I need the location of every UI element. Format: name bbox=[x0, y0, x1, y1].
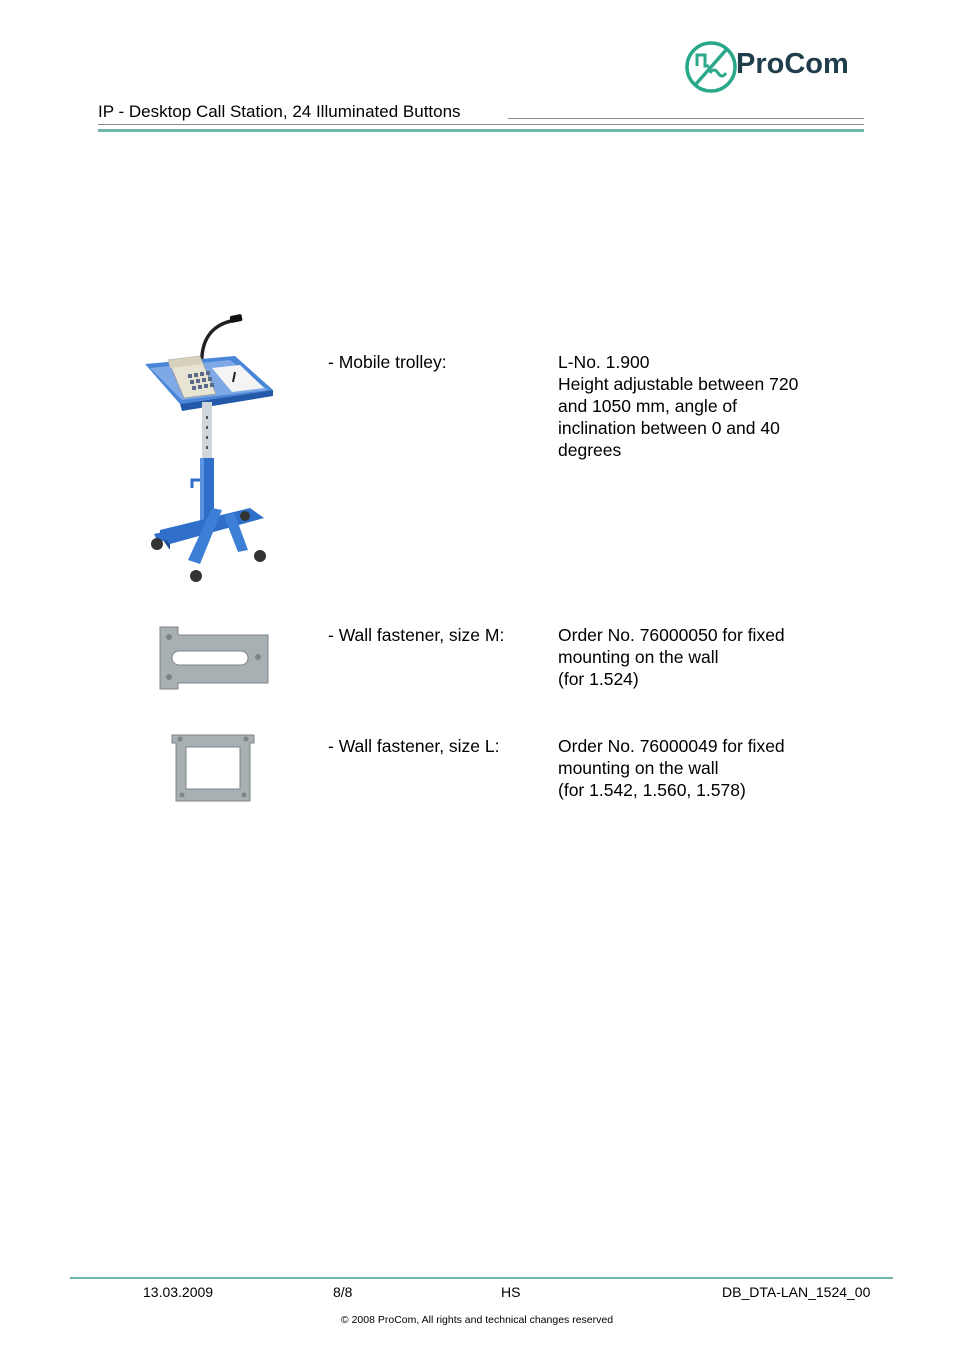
desc-line: (for 1.542, 1.560, 1.578) bbox=[558, 780, 746, 800]
desc-line: Order No. 76000049 for fixed bbox=[558, 736, 785, 756]
desc-line: and 1050 mm, angle of bbox=[558, 396, 738, 416]
document-title: IP - Desktop Call Station, 24 Illuminated Buttons bbox=[98, 102, 461, 121]
desc-line: mounting on the wall bbox=[558, 647, 719, 667]
footer-doc-id: DB_DTA-LAN_1524_00 bbox=[722, 1284, 871, 1300]
wall-fastener-l-image bbox=[170, 733, 256, 803]
accessory-label-wall-l: - Wall fastener, size L: bbox=[328, 736, 500, 756]
header-rule-thin-2 bbox=[98, 124, 864, 125]
brand-name: ProCom bbox=[736, 48, 849, 80]
footer-date: 13.03.2009 bbox=[143, 1284, 214, 1300]
accessory-label-trolley: - Mobile trolley: bbox=[328, 352, 447, 372]
accessory-desc-trolley bbox=[558, 351, 848, 461]
footer-copyright: © 2008 ProCom, All rights and technical changes reserved bbox=[340, 1314, 614, 1326]
procom-logo-icon bbox=[684, 40, 738, 94]
header-rule-teal bbox=[98, 129, 864, 132]
mobile-trolley-image bbox=[140, 312, 275, 590]
wall-fastener-m-image bbox=[158, 625, 270, 691]
accessory-label-wall-m: - Wall fastener, size M: bbox=[328, 625, 505, 645]
desc-line: degrees bbox=[558, 440, 622, 460]
footer-author: HS bbox=[501, 1284, 521, 1300]
accessory-desc-wall-l bbox=[558, 735, 848, 801]
desc-line: (for 1.524) bbox=[558, 669, 639, 689]
desc-line: L-No. 1.900 bbox=[558, 352, 650, 372]
desc-line: Order No. 76000050 for fixed bbox=[558, 625, 785, 645]
accessory-desc-wall-m bbox=[558, 624, 848, 690]
desc-line: inclination between 0 and 40 bbox=[558, 418, 780, 438]
footer-rule bbox=[70, 1277, 893, 1279]
footer-page-number: 8/8 bbox=[333, 1284, 353, 1300]
desc-line: Height adjustable between 720 bbox=[558, 374, 799, 394]
desc-line: mounting on the wall bbox=[558, 758, 719, 778]
header-rule-thin bbox=[508, 118, 864, 119]
